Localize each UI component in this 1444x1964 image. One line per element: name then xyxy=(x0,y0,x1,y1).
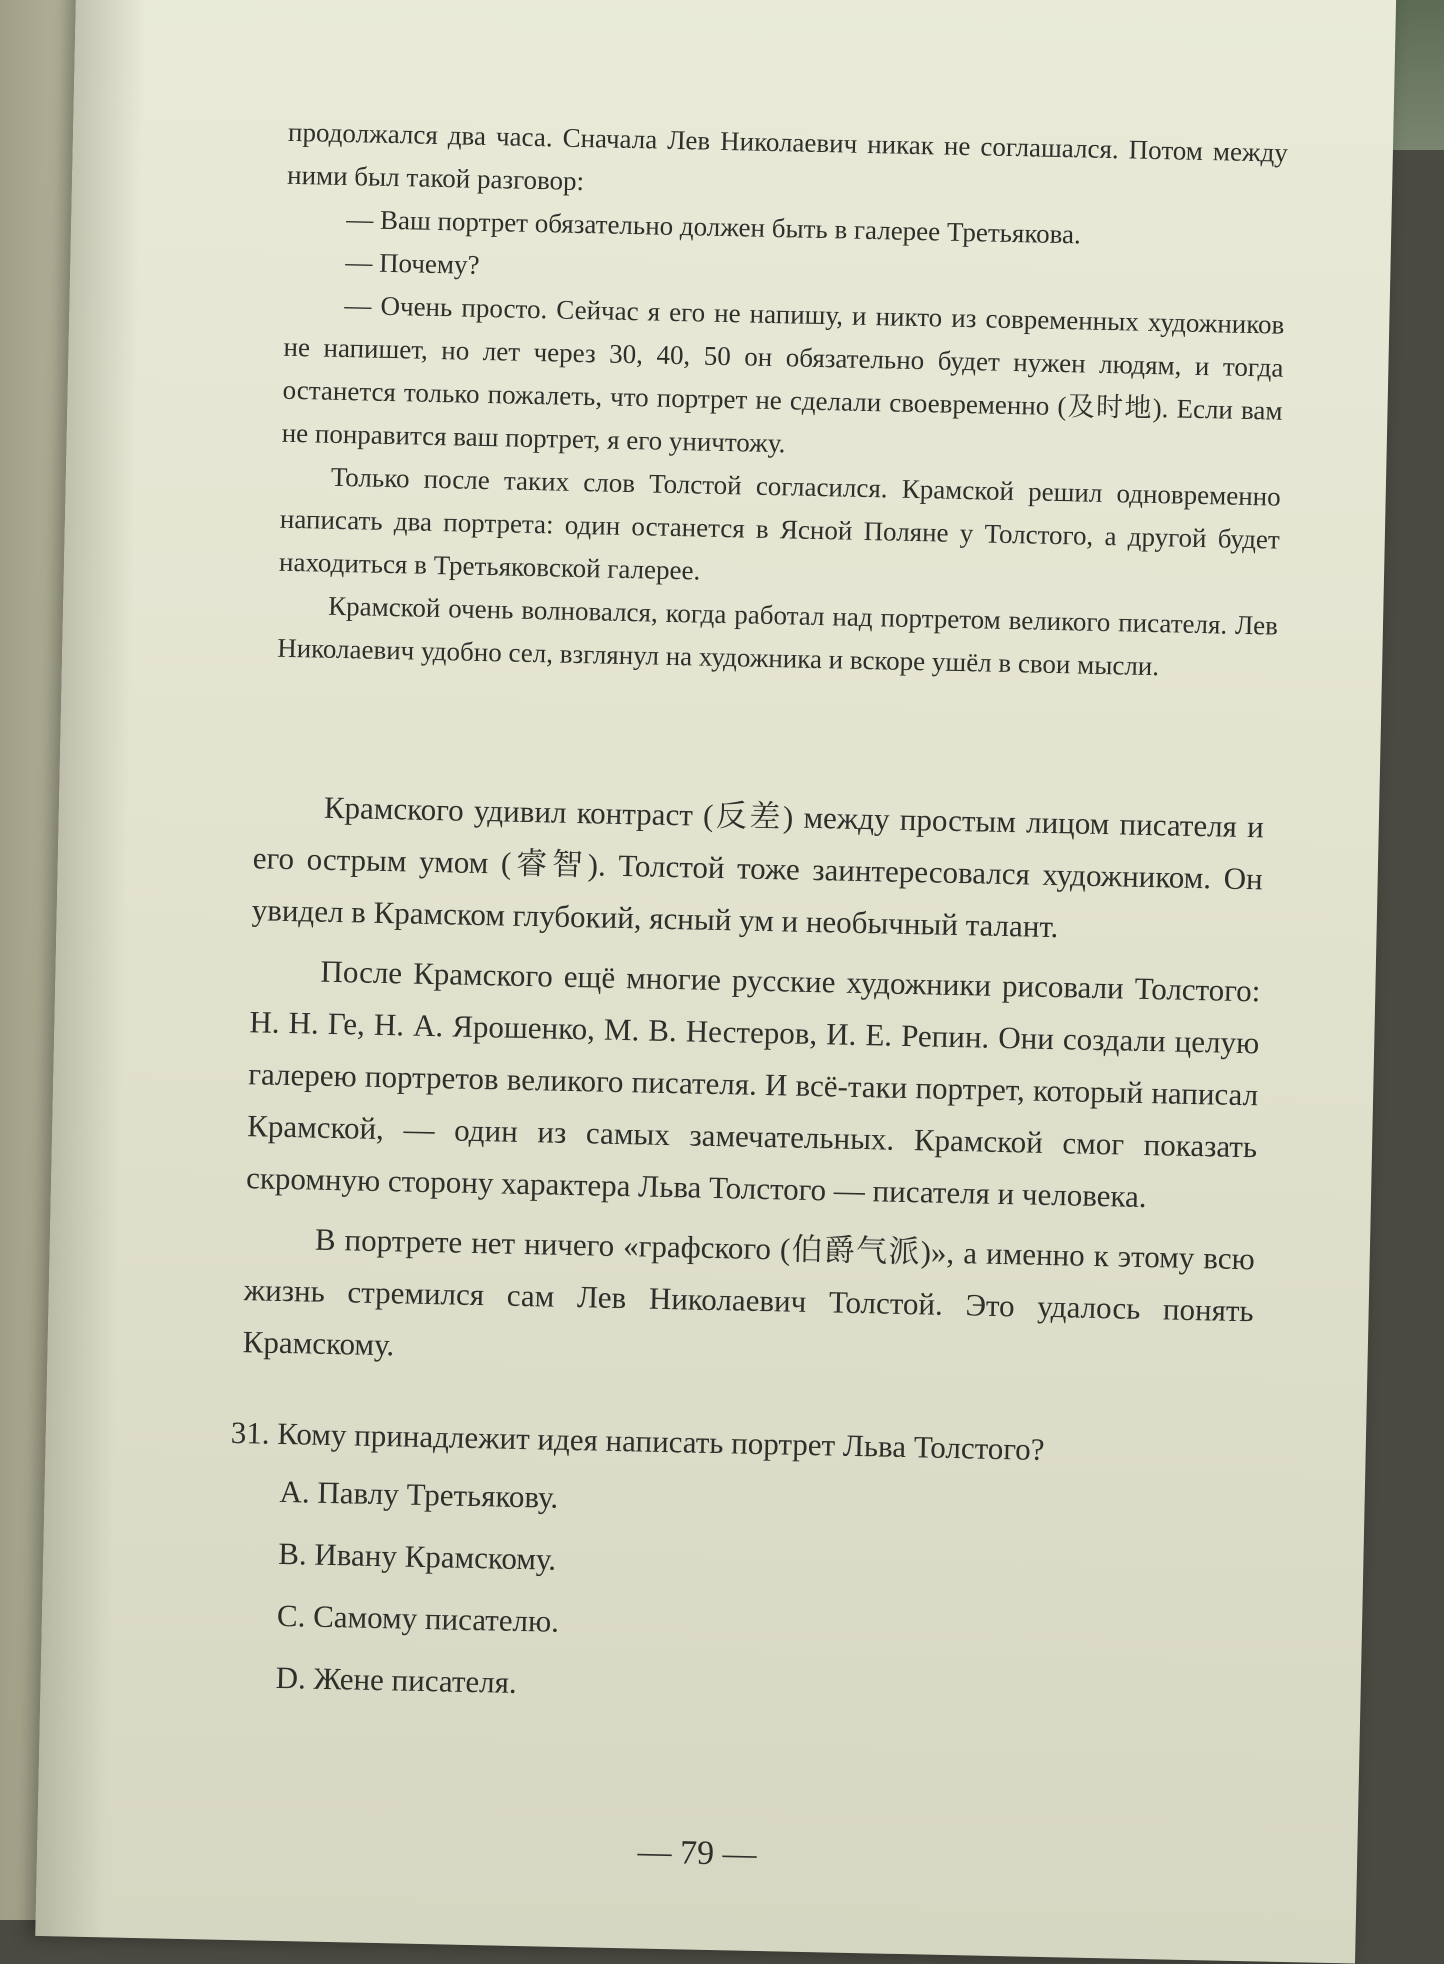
paragraph: Крамской очень волновался, когда работал над портретом великого писателя. Лев Николаевич удобно сел, взглянул на художника и вскоре ушёл в свои мысли. xyxy=(276,590,1279,682)
option-a: A. Павлу Третьякову. xyxy=(279,1473,559,1515)
question-31 xyxy=(225,1415,1251,1742)
dialog-line: — Ваш портрет обязательно должен быть в галерее Третьякова. xyxy=(345,204,1082,250)
option-c: C. Самому писателю. xyxy=(276,1597,560,1639)
paragraph: После Крамского ещё многие русские художники рисовали Толстого: Н. Н. Ге, Н. А. Ярошенко, М. В. Нестеров, И. Е. Репин. Они создали целую галерею портретов великого писателя. И всё-таки портрет, который написал Крамской, — один из самых замечательных. Крамской смог показать скромную сторону характера Льва Толстого — писателя и человека. xyxy=(245,953,1261,1215)
passage-top xyxy=(277,111,1288,691)
paragraph: В портрете нет ничего «графского (伯爵气派)», а именно к этому всю жизнь стремился сам Лев Николаевич Толстой. Это удалось понять Крамскому. xyxy=(242,1221,1256,1363)
book-page xyxy=(35,0,1396,1964)
option-d: D. Жене писателя. xyxy=(275,1659,518,1700)
paragraph: продолжался два часа. Сначала Лев Николаевич никак не соглашался. Потом между ними был такой разговор: xyxy=(286,116,1289,197)
page-number: — 79 — xyxy=(637,1833,758,1874)
question-text: 31. Кому принадлежит идея написать портрет Льва Толстого? xyxy=(230,1414,1045,1467)
paragraph: Только после таких слов Толстой согласился. Крамской решил одновременно написать два портрета: один останется в Ясной Поляне у Толстого, а другой будет находиться в Третьяковской галерее. xyxy=(278,461,1281,586)
paragraph: Крамского удивил контраст (反差) между простым лицом писателя и его острым умом (睿智). Толстой тоже заинтересовался художником. Он увидел в Крамском глубокий, ясный ум и необычный талант. xyxy=(251,789,1265,945)
option-b: B. Ивану Крамскому. xyxy=(277,1535,557,1577)
dialog-line: — Почему? xyxy=(345,247,480,280)
passage-lower xyxy=(242,780,1264,1397)
dialog-line: — Очень просто. Сейчас я его не напишу, и никто из современных художников не напишет, но лет через 30, 40, 50 он обязательно будет нужен людям, и тогда останется только пожалеть, что портрет не сделали своевременно (及时地). Если вам не понравится ваш портрет, я его уничтожу. xyxy=(281,290,1285,459)
